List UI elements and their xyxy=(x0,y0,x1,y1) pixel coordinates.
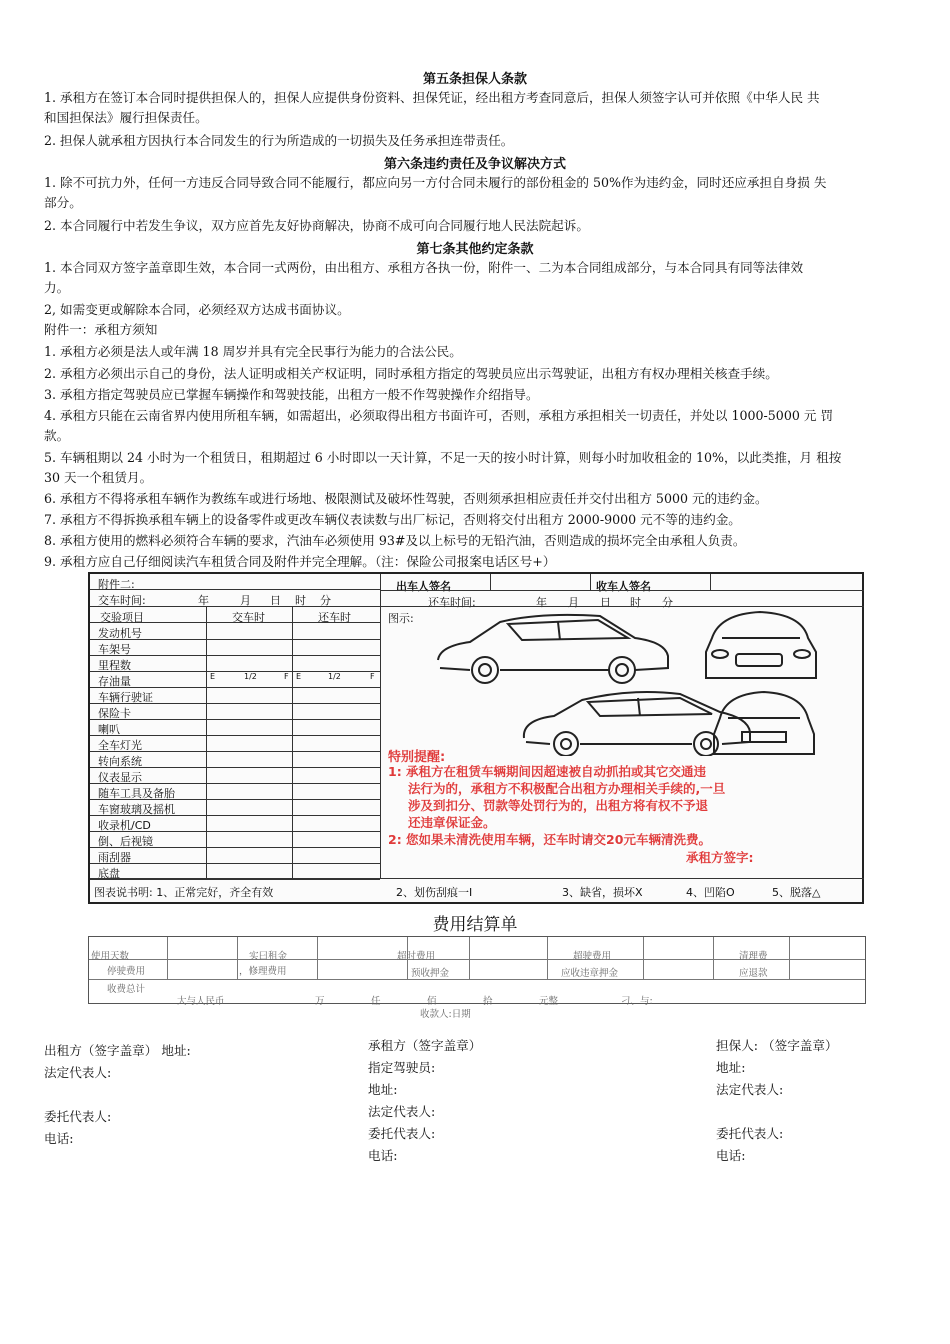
inspection-item-label: 收录机/CD xyxy=(98,819,151,832)
hour-label: 时 xyxy=(630,596,641,609)
lessor-line: 出租方（签字盖章） 地址: xyxy=(44,1043,191,1058)
row-divider xyxy=(90,735,380,736)
row-divider xyxy=(90,783,380,784)
row-divider xyxy=(90,847,380,848)
guarantor-line: 电话: xyxy=(716,1148,746,1163)
legend-dent: 4、凹陷O xyxy=(686,886,735,899)
article5-item: 和国担保法》履行担保责任。 xyxy=(44,110,208,125)
guarantor-line: 法定代表人: xyxy=(716,1082,784,1097)
lessor-signature-block xyxy=(44,1040,191,1150)
inspection-item-label: 倒、后视镜 xyxy=(98,835,153,848)
row-divider xyxy=(90,719,380,720)
notice-line: 涉及到扣分、罚款等处罚行为的，出租方将有权不予退 xyxy=(408,798,709,813)
deliver-time-label: 交车时间: xyxy=(98,594,146,607)
out-signer-label: 出车人签名 xyxy=(396,580,451,593)
car-diagram xyxy=(430,608,850,756)
article6-item: 部分。 xyxy=(44,195,82,210)
fee-overtime: 超时费用 xyxy=(397,951,436,962)
fee-repair: ，修理费用 xyxy=(239,966,287,977)
minute-label: 分 xyxy=(320,594,331,607)
article7-title: 第七条其他约定条款 xyxy=(416,242,534,257)
in-signer-label: 收车人签名 xyxy=(596,580,651,593)
lessee-line: 承租方（签字盖章） xyxy=(368,1038,482,1053)
row-divider xyxy=(90,703,380,704)
legend-detached: 5、脱落△ xyxy=(772,886,821,899)
legend-normal: 图表说书明: 1、正常完好，齐全有效 xyxy=(94,886,274,899)
attachment1-title: 附件一：承租方须知 xyxy=(44,322,158,337)
attachment1-item: 6. 承租方不得将承租车辆作为教练车或进行场地、极限测试及破坏性驾驶，否则须承担相应责任并交付出租方 5000 元的违约金。 xyxy=(44,491,768,506)
diagram-label: 图示: xyxy=(388,612,414,625)
inspection-item-label: 车窗玻璃及摇机 xyxy=(98,803,175,816)
article5-title: 第五条担保人条款 xyxy=(422,72,527,87)
article7-item: 1. 本合同双方签字盖章即生效，本合同一式两份，由出租方、承租方各执一份，附件一、二为本合同组成部分，与本合同具有同等法律效 xyxy=(44,260,804,275)
lessor-line: 电话: xyxy=(44,1131,74,1146)
fee-unit-jiao: 刁、与: xyxy=(621,996,653,1007)
lessee-line: 委托代表人: xyxy=(368,1126,436,1141)
inspection-item-label: 底盘 xyxy=(98,867,120,880)
row-divider xyxy=(90,655,380,656)
col-return-header: 还车时 xyxy=(318,611,351,624)
fee-unit-bai: 佰 xyxy=(427,996,437,1007)
day-label: 日 xyxy=(600,596,611,609)
fee-total-words: 大与人民币 xyxy=(177,996,225,1007)
article7-item: 力。 xyxy=(44,280,70,295)
lessee-signature-label: 承租方签字: xyxy=(686,850,754,865)
notice-line: 还违章保证金。 xyxy=(408,815,496,830)
guarantor-line: 地址: xyxy=(716,1060,746,1075)
fuel-f-deliver: F xyxy=(284,672,289,681)
attachment1-item: 3. 承租方指定驾驶员应已掌握车辆操作和驾驶技能，出租方一般不作驾驶操作介绍指导。 xyxy=(44,387,539,402)
article5-item: 1. 承租方在签订本合同时提供担保人的，担保人应提供身份资料、担保凭证，经出租方考查同意后，担保人须签字认可并依照《中华人民 共 xyxy=(44,90,820,105)
inspection-item-label: 里程数 xyxy=(98,659,131,672)
car-side-view-icon xyxy=(524,692,750,756)
inspection-item-label: 雨刮器 xyxy=(98,851,131,864)
legend-scratch: 2、划伤刮痕一I xyxy=(396,886,473,899)
fee-unit-qian: 任 xyxy=(371,996,381,1007)
return-time-label: 还车时间: xyxy=(428,596,476,609)
fee-table xyxy=(88,936,866,1007)
row-divider xyxy=(90,687,380,688)
legend-missing: 3、缺省，损坏X xyxy=(562,886,643,899)
car-side-view-icon xyxy=(438,615,668,683)
year-label: 年 xyxy=(536,596,547,609)
lessee-line: 电话: xyxy=(368,1148,398,1163)
inspection-item-label: 车架号 xyxy=(98,643,131,656)
fee-title: 费用结算单 xyxy=(432,915,518,935)
inspection-item-label: 随车工具及备胎 xyxy=(98,787,175,800)
attachment1-item: 30 天一个租赁月。 xyxy=(44,470,153,485)
inspection-item-label: 仪表显示 xyxy=(98,771,142,784)
fee-unit-yuan: 元整 xyxy=(539,996,559,1007)
col-item-header: 交验项目 xyxy=(100,611,144,624)
guarantor-line: 担保人: （签字盖章） xyxy=(716,1038,838,1053)
fee-violation-deposit: 应收违章押金 xyxy=(561,968,619,979)
attachment1-item: 5. 车辆租期以 24 小时为一个租赁日，租期超过 6 小时即以一天计算，不足一天的按小时计算，则每小时加收租金的 10%，以此类推，月 租按 xyxy=(44,450,842,465)
fee-unit-wan: 万 xyxy=(315,996,325,1007)
guarantor-line: 委托代表人: xyxy=(716,1126,784,1141)
article5-item: 2. 担保人就承租方因执行本合同发生的行为所造成的一切损失及任务承担连带责任。 xyxy=(44,133,514,148)
fuel-f-return: F xyxy=(370,672,375,681)
notice-line: 法行为的，承租方不积极配合出租方办理相关手续的,一旦 xyxy=(408,781,726,796)
fuel-e-deliver: E xyxy=(210,672,216,681)
article6-item: 1. 除不可抗力外，任何一方违反合同导致合同不能履行，都应向另一方付合同未履行的部份租金的 50%作为违约金，同时还应承担自身损 失 xyxy=(44,175,827,190)
inspection-item-label: 全车灯光 xyxy=(98,739,142,752)
fee-total-label: 收费总计 xyxy=(107,984,146,995)
inspection-item-label: 发动机号 xyxy=(98,627,142,640)
attachment1-item: 9. 承租方应自己仔细阅读汽车租赁合同及附件并完全理解。（注：保险公司报案电话区号+） xyxy=(44,554,556,569)
attachment1-item: 7. 承租方不得拆换承租车辆上的设备零件或更改车辆仪表读数与出厂标记，否则将交付出租方 2000-9000 元不等的违约金。 xyxy=(44,512,741,527)
fee-unit-shi: 拾 xyxy=(483,996,493,1007)
attachment1-item: 4. 承租方只能在云南省界内使用所租车辆，如需超出，必须取得出租方书面许可，否则，承租方承担相关一切责任，并处以 1000-5000 元 罚 xyxy=(44,408,834,423)
fee-refund: 应退款 xyxy=(739,968,768,979)
notice-line: 2: 您如果未清洗使用车辆，还车时请交20元车辆清洗费。 xyxy=(388,832,711,847)
inspection-item-label: 喇叭 xyxy=(98,723,120,736)
row-divider xyxy=(90,879,380,880)
inspection-item-label: 转向系统 xyxy=(98,755,142,768)
guarantor-signature-block xyxy=(716,1035,838,1167)
row-divider xyxy=(90,863,380,864)
fee-receiver: 收款人:日期 xyxy=(420,1009,471,1020)
attachment1-item: 8. 承租方使用的燃料必须符合车辆的要求，汽油车必须使用 93#及以上标号的无铅汽油，否则造成的损坏完全由承租人负责。 xyxy=(44,533,746,548)
article6-item: 2. 本合同履行中若发生争议，双方应首先友好协商解决，协商不成可向合同履行地人民法院起诉。 xyxy=(44,218,589,233)
attachment1-item: 2. 承租方必须出示自己的身份，法人证明或相关产权证明，同时承租方指定的驾驶员应出示驾驶证，出租方有权办理相关核查手续。 xyxy=(44,366,778,381)
article6-title: 第六条违约责任及争议解决方式 xyxy=(383,157,566,172)
month-label: 月 xyxy=(568,596,579,609)
inspection-item-label: 存油量 xyxy=(98,675,131,688)
notice-title: 特别提醒: xyxy=(388,750,446,765)
minute-label: 分 xyxy=(662,596,673,609)
lessee-line: 指定驾驶员: xyxy=(368,1060,436,1075)
inspection-item-label: 车辆行驶证 xyxy=(98,691,153,704)
row-divider xyxy=(90,639,380,640)
row-divider xyxy=(90,751,380,752)
fee-days: 使用天数 xyxy=(91,951,130,962)
fee-parking: 停驶费用 xyxy=(107,966,146,977)
fee-deposit: 预收押金 xyxy=(411,968,450,979)
month-label: 月 xyxy=(240,594,251,607)
lessor-line: 法定代表人: xyxy=(44,1065,112,1080)
car-rear-view-icon xyxy=(714,692,814,754)
attachment1-item: 1. 承租方必须是法人或年满 18 周岁并具有完全民事行为能力的合法公民。 xyxy=(44,344,462,359)
vehicle-inspection-form xyxy=(88,572,864,904)
row-divider xyxy=(90,831,380,832)
attachment1-item: 款。 xyxy=(44,428,70,443)
fee-cleaning: 清理费 xyxy=(739,951,768,962)
car-front-view-icon xyxy=(706,612,816,678)
fee-overmileage: 超驶费用 xyxy=(573,951,612,962)
article7-item: 2, 如需变更或解除本合同，必须经双方达成书面协议。 xyxy=(44,302,350,317)
lessee-line: 法定代表人: xyxy=(368,1104,436,1119)
notice-line: 1: 承租方在租赁车辆期间因超速被自动抓拍或其它交通违 xyxy=(388,764,707,779)
fuel-half-return: 1/2 xyxy=(328,672,341,681)
col-deliver-header: 交车时 xyxy=(232,611,265,624)
lessor-line: 委托代表人: xyxy=(44,1109,112,1124)
fuel-half-deliver: 1/2 xyxy=(244,672,257,681)
row-divider xyxy=(90,815,380,816)
lessee-line: 地址: xyxy=(368,1082,398,1097)
lessee-signature-block xyxy=(368,1035,481,1167)
inspection-item-label: 保险卡 xyxy=(98,707,131,720)
day-label: 日 xyxy=(270,594,281,607)
year-label: 年 xyxy=(198,594,209,607)
row-divider xyxy=(90,767,380,768)
fuel-e-return: E xyxy=(296,672,302,681)
hour-label: 时 xyxy=(295,594,306,607)
row-divider xyxy=(90,799,380,800)
attachment2-label: 附件二: xyxy=(98,578,135,591)
fee-daily-rent: 实曰租金 xyxy=(249,951,288,962)
